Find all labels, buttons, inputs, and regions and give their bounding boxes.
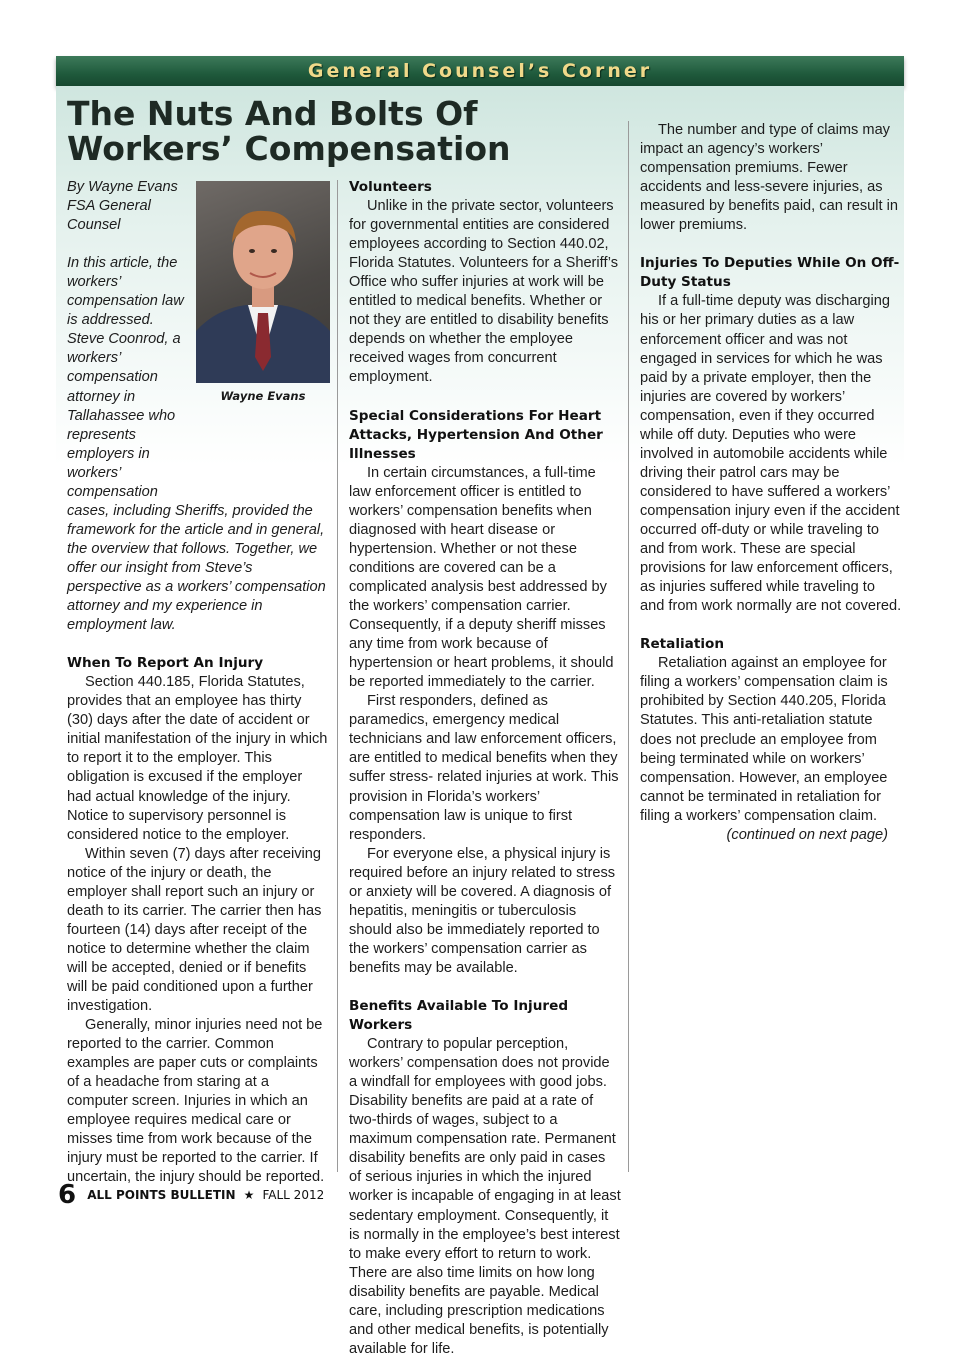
paragraph-off-duty: If a full-time deputy was discharging his or her primary duties as a law enforcement officer and was not engaged in services for which he was paid by a private employer, then the injuries are covered by workers’ compensation, even if they occurred while off duty. Deputies who were involved in automobile accidents while driving their patrol cars may be considered to have suffered a workers’ compensation injury even if the accident occurred off-duty or while traveling to and from work. These are special provisions for law enforcement officers, as injuries suffered while traveling to and from work normally are not covered. xyxy=(640,293,902,615)
paragraph-report-2: Within seven (7) days after receiving notice of the injury or death, the employer shall report such an injury or death to its carrier. The carrier then has fourteen (14) days after receipt of the notice to determine whether the claim will be accepted, denied or if benefits will be paid conditioned upon a further investigation. xyxy=(67,845,322,1015)
column-2 xyxy=(349,178,621,1359)
issue-date: FALL 2012 xyxy=(262,1188,325,1202)
article-intro: In this article, the workers’ compensation law is addressed. Steve Coonrod, a workers’ compensation attorney in Tallahassee who represents employers in workers’ compensation cases, including Sheriffs, provided the framework for the article and in general, the overview that follows. Together, we offer our insight from Steve’s perspective as a workers’ compensation attorney and my experience in employment law. xyxy=(67,255,326,634)
column-1 xyxy=(67,178,329,1187)
column-divider-1 xyxy=(337,180,338,1172)
byline-line-2: FSA General xyxy=(67,198,151,215)
paragraph-benefits-2: The number and type of claims may impact an agency’s workers’ compensation premiums. Fewer accidents and less-severe injuries, as measured by benefits paid, can result in lower premiums. xyxy=(640,122,898,234)
page-number: 6 xyxy=(58,1180,77,1210)
column-3 xyxy=(640,121,902,845)
page-footer xyxy=(58,1180,324,1210)
heading-report-injury: When To Report An Injury xyxy=(67,655,264,672)
paragraph-report-1: Section 440.185, Florida Statutes, provides that an employee has thirty (30) days after the date of accident or initial manifestation of the injury in which to report it to the employer. This obligation is excused if the employer had actual knowledge of the injury. Notice to supervisory personnel is considered notice to the employer. xyxy=(67,674,328,843)
star-icon: ★ xyxy=(243,1188,255,1202)
heading-benefits: Benefits Available To Injured Workers xyxy=(349,998,569,1034)
paragraph-report-3: Generally, minor injuries need not be reported to the carrier. Common examples are paper cuts or complaints of a headache from staring at a computer screen. Injuries in which an employee requires medical care or misses time from work because of the injury must be reported to the carrier. If uncertain, the injury should be reported. xyxy=(67,1017,325,1186)
heading-volunteers: Volunteers xyxy=(349,179,432,195)
column-divider-2 xyxy=(628,121,629,1172)
headline-line-1: The Nuts And Bolts Of xyxy=(67,94,478,133)
article-headline xyxy=(67,96,627,166)
headline-line-2: Workers’ Compensation xyxy=(67,129,511,168)
paragraph-benefits-1: Contrary to popular perception, workers’ compensation does not provide a windfall for employees with good jobs. Disability benefits are paid at a rate of two-thirds of wages, subject to a maximum compensation rate. Permanent disability benefits are only paid in cases of serious injuries in which the injured worker is incapable of engaging in at least sedentary employment. Consequently, it is normally in the employee’s best interest to make every effort to return to work. There are also time limits on how long disability benefits are payable. Medical care, including prescription medications and other medical benefits, is potentially available for life. xyxy=(349,1036,621,1357)
paragraph-heart-2: First responders, defined as paramedics, emergency medical technicians and law enforcement officers, are entitled to medical benefits when they suffer stress- related injuries at work. This provision in Florida’s workers’ compensation law is unique to first responders. xyxy=(349,693,619,843)
paragraph-retaliation: Retaliation against an employee for filing a workers’ compensation claim is prohibited by Section 440.205, Florida Statutes. This anti-retaliation statute does not preclude an employee from being terminated while on workers’ compensation. However, an employee cannot be terminated in retaliation for filing a workers’ compensation claim. xyxy=(640,655,888,824)
section-banner xyxy=(56,56,904,86)
paragraph-heart-1: In certain circumstances, a full-time law enforcement officer is entitled to workers’ compensation benefits when diagnosed with heart disease or hypertension. Whether or not these conditions are covered can be a complicated analysis best addressed by the workers’ compensation carrier. Consequently, if a deputy sheriff misses any time from work because of hypertension or heart problems, it should be reported immediately to the carrier. xyxy=(349,464,614,691)
section-banner-title: General Counsel’s Corner xyxy=(307,60,653,82)
byline-line-1: By Wayne Evans xyxy=(67,179,178,195)
byline-line-3: Counsel xyxy=(67,217,121,234)
paragraph-heart-3: For everyone else, a physical injury is required before an injury related to stress or anxiety will be covered. A diagnosis of hepatitis, meningitis or tuberculosis should also be immediately reported to the workers’ compensation carrier as benefits may be available. xyxy=(349,845,616,976)
continued-note: (continued on next page) xyxy=(726,826,888,843)
photo-caption: Wayne Evans xyxy=(220,389,306,403)
byline xyxy=(67,178,193,235)
heading-heart-attacks: Special Considerations For Heart Attacks, Hypertension And Other Illnesses xyxy=(349,407,603,462)
publication-name: ALL POINTS BULLETIN xyxy=(87,1188,236,1202)
heading-off-duty: Injuries To Deputies While On Off-Duty Status xyxy=(640,255,900,291)
heading-retaliation: Retaliation xyxy=(640,636,725,653)
paragraph-volunteers: Unlike in the private sector, volunteers for governmental entities are considered employees according to Section 440.02, Florida Statutes. Volunteers for a Sheriff’s Office who suffer injuries at work will be entitled to medical benefits. Whether or not they are entitled to disability benefits depends on whether the employee received wages from concurrent employment. xyxy=(349,198,619,386)
